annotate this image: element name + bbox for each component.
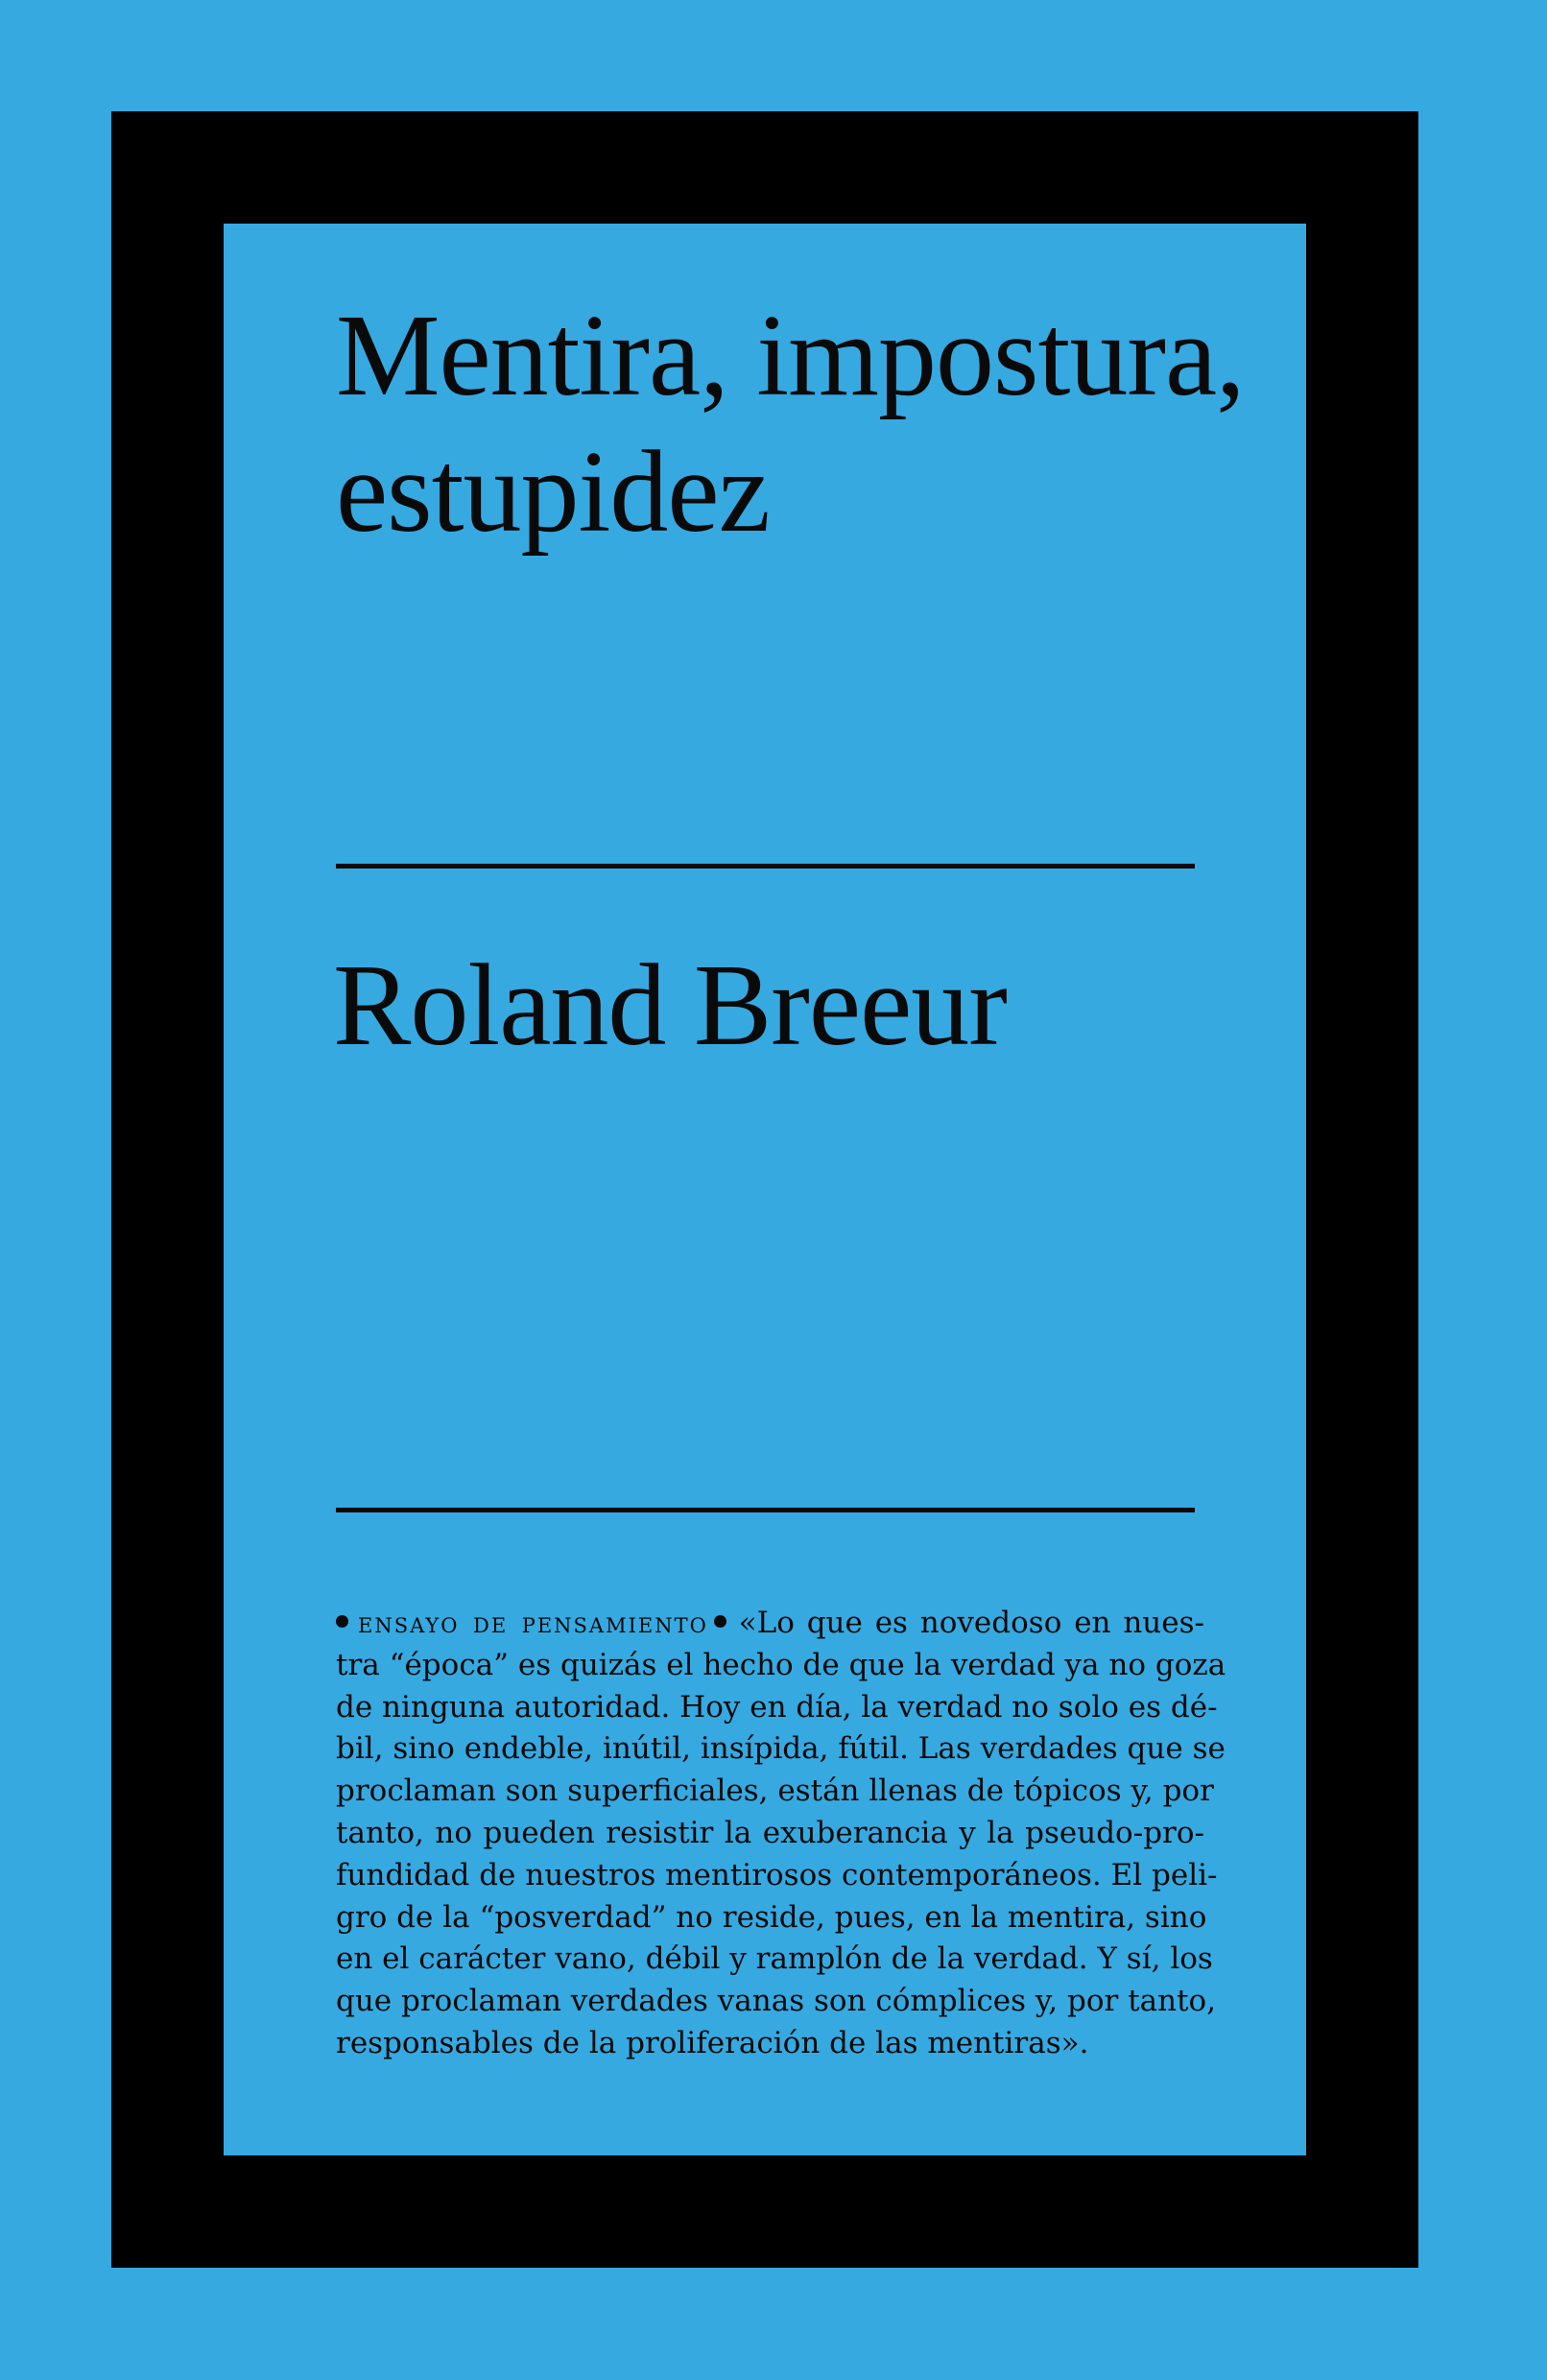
divider-bottom [336,1508,1195,1512]
book-title-line-2: estupidez [336,427,770,557]
blurb-line: proclaman son superficiales, están llenas de tópicos y, por [336,1773,1214,1809]
blurb-line: de ninguna autoridad. Hoy en día, la verdad no solo es dé- [336,1689,1218,1725]
blurb-line: que proclaman verdades vanas son cómplices y, por tanto, [336,1984,1217,2019]
divider-top [336,864,1195,869]
blurb-line: responsables de la proliferación de las mentiras». [336,2025,1089,2060]
blurb-first-line-text: «Lo que es novedoso en nues- [738,1606,1205,1640]
blurb-line: tra “época” es quizás el hecho de que la verdad ya no goza [336,1647,1226,1682]
bullet-icon [714,1615,726,1628]
book-title-line-1: Mentira, impostura, [336,291,1245,420]
genre-label: ensayo de pensamiento [358,1606,708,1640]
blurb-line: tanto, no pueden resistir la exuberancia y la pseudo-pro- [336,1815,1204,1850]
blurb-line: fundidad de nuestros mentirosos contemporáneos. El peli- [336,1857,1218,1892]
book-title [336,288,1257,560]
blurb-line: bil, sino endeble, inútil, insípida, fútil. Las verdades que se [336,1731,1226,1767]
book-author: Roland Breeur [333,940,1007,1070]
bullet-icon [336,1615,348,1628]
blurb-line: gro de la “posverdad” no reside, pues, en la mentira, sino [336,1899,1207,1935]
back-blurb [336,1603,1226,2065]
blurb-line [336,1603,1204,1645]
blurb-line: en el carácter vano, débil y ramplón de la verdad. Y sí, los [336,1941,1213,1977]
